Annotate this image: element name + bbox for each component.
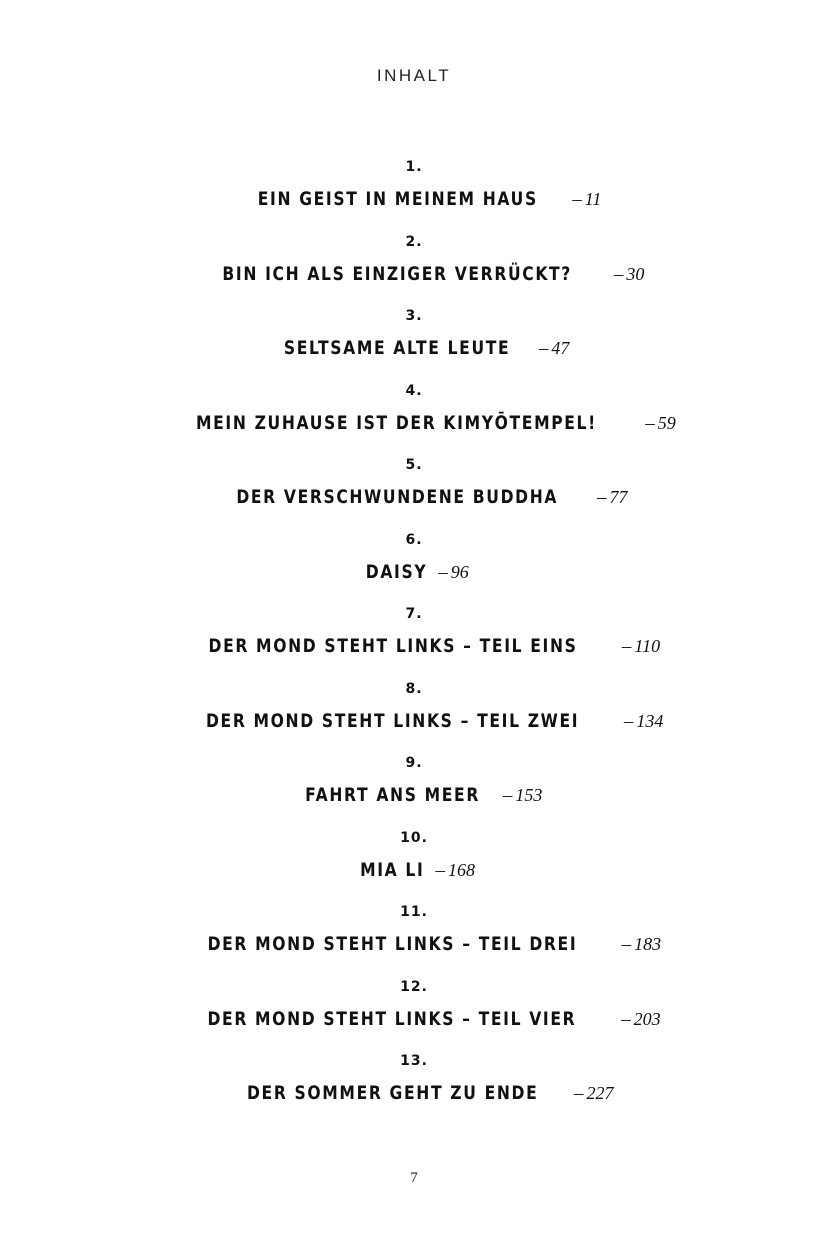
chapter-page: 47 (551, 338, 570, 358)
page-title: INHALT (376, 66, 452, 85)
separator-dash: – (538, 338, 549, 359)
toc-entry[interactable] (0, 299, 828, 374)
chapter-title: DER MOND STEHT LINKS – TEIL DREI (207, 933, 578, 955)
chapter-title: FAHRT ANS MEER (304, 784, 480, 806)
separator-dash: – (621, 1008, 631, 1030)
chapter-number: 4. (405, 382, 423, 399)
separator-dash: – (573, 1083, 584, 1104)
toc-entry[interactable] (0, 597, 828, 672)
chapter-number: 1. (405, 159, 423, 175)
chapter-page: 96 (450, 561, 469, 582)
toc-entry[interactable] (0, 523, 828, 598)
chapter-title: MEIN ZUHAUSE IST DER KIMYŌTEMPEL! (196, 411, 598, 434)
chapter-page: 11 (584, 189, 602, 209)
separator-dash: – (572, 189, 582, 210)
toc-entry[interactable] (0, 970, 828, 1045)
chapter-title: DER MOND STEHT LINKS – TEIL ZWEI (205, 709, 579, 732)
separator-dash: – (438, 561, 448, 583)
toc-entry[interactable] (0, 895, 828, 970)
chapter-title: EIN GEIST IN MEINEM HAUS (257, 188, 538, 210)
separator-dash: – (623, 710, 634, 732)
separator-dash: – (621, 636, 632, 657)
toc-entry[interactable] (0, 746, 828, 821)
chapter-number: 5. (405, 457, 423, 473)
toc-entry[interactable] (0, 448, 828, 523)
chapter-title: MIA LI (360, 858, 425, 881)
separator-dash: – (621, 934, 632, 955)
chapter-page: 203 (633, 1008, 661, 1029)
chapter-number: 2. (405, 233, 423, 250)
chapter-page: 30 (626, 263, 645, 284)
chapter-number: 6. (405, 531, 423, 548)
chapter-title: DER VERSCHWUNDENE BUDDHA (235, 486, 558, 508)
toc-entry[interactable] (0, 821, 828, 896)
separator-dash: – (502, 785, 513, 806)
chapter-title: DER SOMMER GEHT ZU ENDE (246, 1082, 538, 1104)
chapter-page: 110 (634, 636, 661, 656)
chapter-number: 8. (405, 680, 423, 697)
chapter-number: 9. (405, 755, 423, 771)
toc-entry[interactable] (0, 374, 828, 449)
chapter-number: 13. (400, 1053, 428, 1069)
table-of-contents (0, 150, 828, 1119)
toc-entry[interactable] (0, 672, 828, 747)
page-number: 7 (410, 1170, 418, 1186)
toc-entry[interactable] (0, 1044, 828, 1119)
separator-dash: – (596, 487, 607, 508)
chapter-page: 134 (636, 710, 664, 731)
chapter-number: 11. (400, 904, 428, 920)
chapter-page: 183 (634, 934, 662, 954)
chapter-page: 168 (447, 859, 475, 880)
chapter-title: DER MOND STEHT LINKS – TEIL VIER (207, 1007, 577, 1030)
chapter-number: 12. (400, 978, 428, 995)
chapter-title: DAISY (366, 560, 428, 583)
chapter-page: 59 (657, 412, 676, 433)
toc-entry[interactable] (0, 150, 828, 225)
chapter-page: 153 (515, 785, 543, 805)
chapter-title: SELTSAME ALTE LEUTE (283, 337, 510, 359)
separator-dash: – (645, 412, 655, 434)
chapter-page: 77 (609, 487, 628, 507)
chapter-page: 227 (586, 1083, 614, 1103)
chapter-number: 3. (405, 308, 423, 324)
chapter-number: 7. (405, 606, 423, 622)
chapter-title: DER MOND STEHT LINKS – TEIL EINS (208, 635, 578, 657)
chapter-number: 10. (400, 829, 428, 846)
toc-entry[interactable] (0, 225, 828, 300)
separator-dash: – (613, 263, 624, 285)
separator-dash: – (435, 859, 445, 881)
chapter-title: BIN ICH ALS EINZIGER VERRÜCKT? (221, 262, 572, 285)
